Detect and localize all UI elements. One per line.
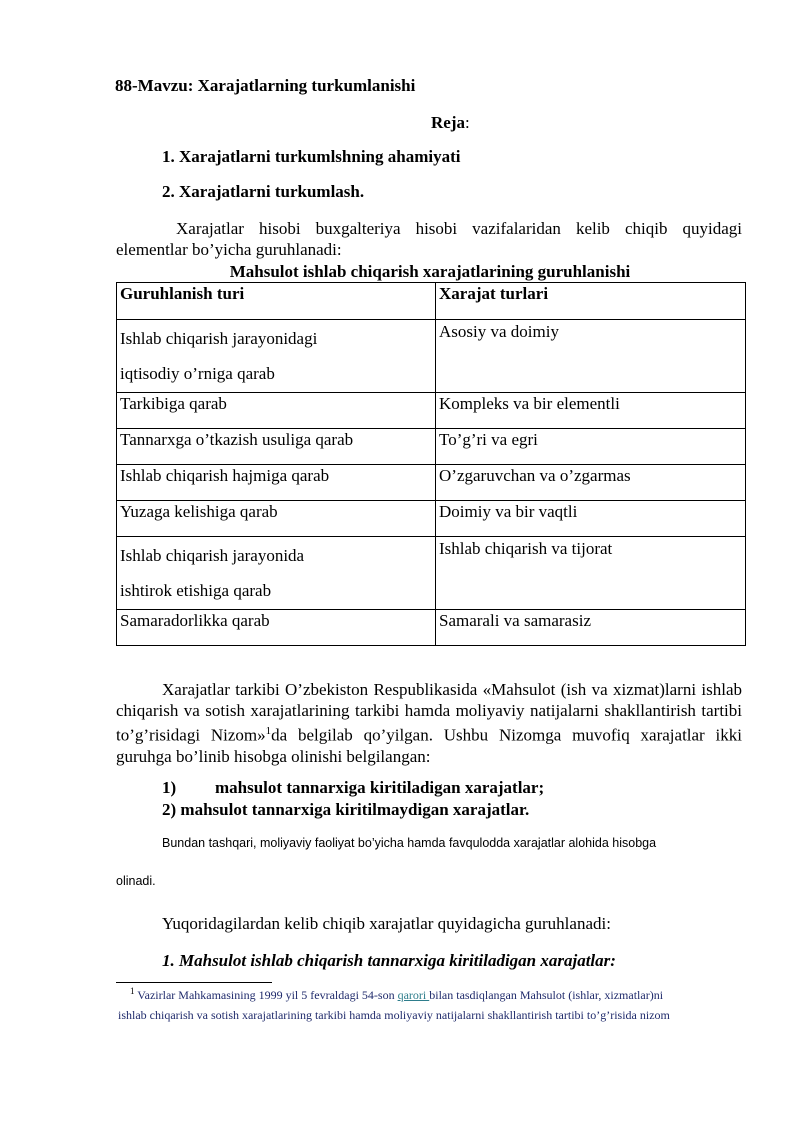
table-cell: Samarali va samarasiz	[436, 610, 746, 646]
list-item	[162, 778, 544, 798]
cell-line: iqtisodiy o’rniga qarab	[120, 364, 275, 383]
table-cell: Ishlab chiqarish va tijorat	[436, 537, 746, 610]
table-cell: Asosiy va doimiy	[436, 320, 746, 393]
footnote-text: Vazirlar Mahkamasining 1999 yil 5 fevraldagi 54-son	[137, 988, 398, 1002]
table-cell: Samaradorlikka qarab	[117, 610, 436, 646]
section-heading: 1. Mahsulot ishlab chiqarish tannarxiga kiritiladigan xarajatlar:	[162, 951, 616, 970]
table-header-row	[117, 283, 746, 320]
plan-item-2: 2. Xarajatlarni turkumlash.	[162, 182, 365, 201]
plan-heading	[431, 113, 470, 133]
plan-heading-label: Reja	[431, 113, 465, 132]
table-cell: Yuzaga kelishiga qarab	[117, 501, 436, 537]
table-row	[117, 501, 746, 537]
table-row	[117, 393, 746, 429]
footnote-text: bilan tasdiqlangan Mahsulot (ishlar, xizmatlar)ni	[429, 988, 664, 1002]
table-header-cell: Xarajat turlari	[436, 283, 746, 320]
table-row	[117, 537, 746, 610]
regulation-text-before: Xarajatlar tarkibi O’zbekiston Respublikasida «Mahsulot (ish va xizmat)larni ishlab chiqarish va sotish xarajatlarining tarkibi hamda moliyaviy natijalarni shakllantirish tartibi to’g’risidagi Nizom»	[116, 680, 742, 745]
footnote-separator	[116, 982, 272, 983]
grouping-intro: Yuqoridagilardan kelib chiqib xarajatlar quyidagicha guruhlanadi:	[162, 914, 611, 933]
note-line: Bundan tashqari, moliyaviy faoliyat bo’yicha hamda favqulodda xarajatlar alohida hisobga	[162, 836, 657, 850]
regulation-paragraph	[116, 679, 742, 767]
table-row	[117, 429, 746, 465]
list-item-number: 1)	[162, 778, 177, 797]
table-title: Mahsulot ishlab chiqarish xarajatlarining guruhlanishi	[229, 262, 631, 281]
table-header-cell: Guruhlanish turi	[117, 283, 436, 320]
cell-line: Ishlab chiqarish jarayonidagi	[120, 329, 318, 348]
note-line: olinadi.	[116, 874, 156, 888]
table-cell: Doimiy va bir vaqtli	[436, 501, 746, 537]
table-cell: O’zgaruvchan va o’zgarmas	[436, 465, 746, 501]
table-cell: Ishlab chiqarish hajmiga qarab	[117, 465, 436, 501]
table-cell: Tannarxga o’tkazish usuliga qarab	[117, 429, 436, 465]
cell-line: Ishlab chiqarish jarayonida	[120, 546, 305, 565]
regulation-text-after: da belgilab qo’yilgan. Ushbu Nizomga muvofiq xarajatlar ikki guruhga bo’linib hisobga olinishi belgilangan:	[116, 725, 742, 766]
document-title: 88-Mavzu: Xarajatlarning turkumlanishi	[115, 76, 416, 95]
intro-text: Xarajatlar hisobi buxgalteriya hisobi vazifalaridan kelib chiqib quyidagi elementlar bo’yicha guruhlanadi:	[116, 219, 742, 259]
cell-line: ishtirok etishiga qarab	[120, 581, 272, 600]
footnote-line-2: ishlab chiqarish va sotish xarajatlarining tarkibi hamda moliyaviy natijalarni shakllantirish tartibi to’g’risida nizom	[118, 1008, 670, 1022]
table-cell	[117, 537, 436, 610]
plan-heading-colon: :	[464, 113, 470, 132]
footnote-number: 1	[130, 986, 135, 996]
list-item: 2) mahsulot tannarxiga kiritilmaydigan xarajatlar.	[162, 800, 530, 819]
table-row	[117, 465, 746, 501]
table-cell: Tarkibiga qarab	[117, 393, 436, 429]
table-row	[117, 610, 746, 646]
classification-table	[116, 282, 746, 646]
plan-item-1: 1. Xarajatlarni turkumlshning ahamiyati	[162, 147, 461, 166]
table-cell: Kompleks va bir elementli	[436, 393, 746, 429]
footnote-reference[interactable]: 1	[265, 725, 272, 737]
footnote-link[interactable]: qarori	[397, 988, 430, 1002]
table-cell: To’g’ri va egri	[436, 429, 746, 465]
table-row	[117, 320, 746, 393]
list-item-text: mahsulot tannarxiga kiritiladigan xarajatlar;	[215, 778, 545, 797]
footnote	[130, 986, 663, 1003]
table-cell	[117, 320, 436, 393]
intro-paragraph	[116, 218, 742, 260]
